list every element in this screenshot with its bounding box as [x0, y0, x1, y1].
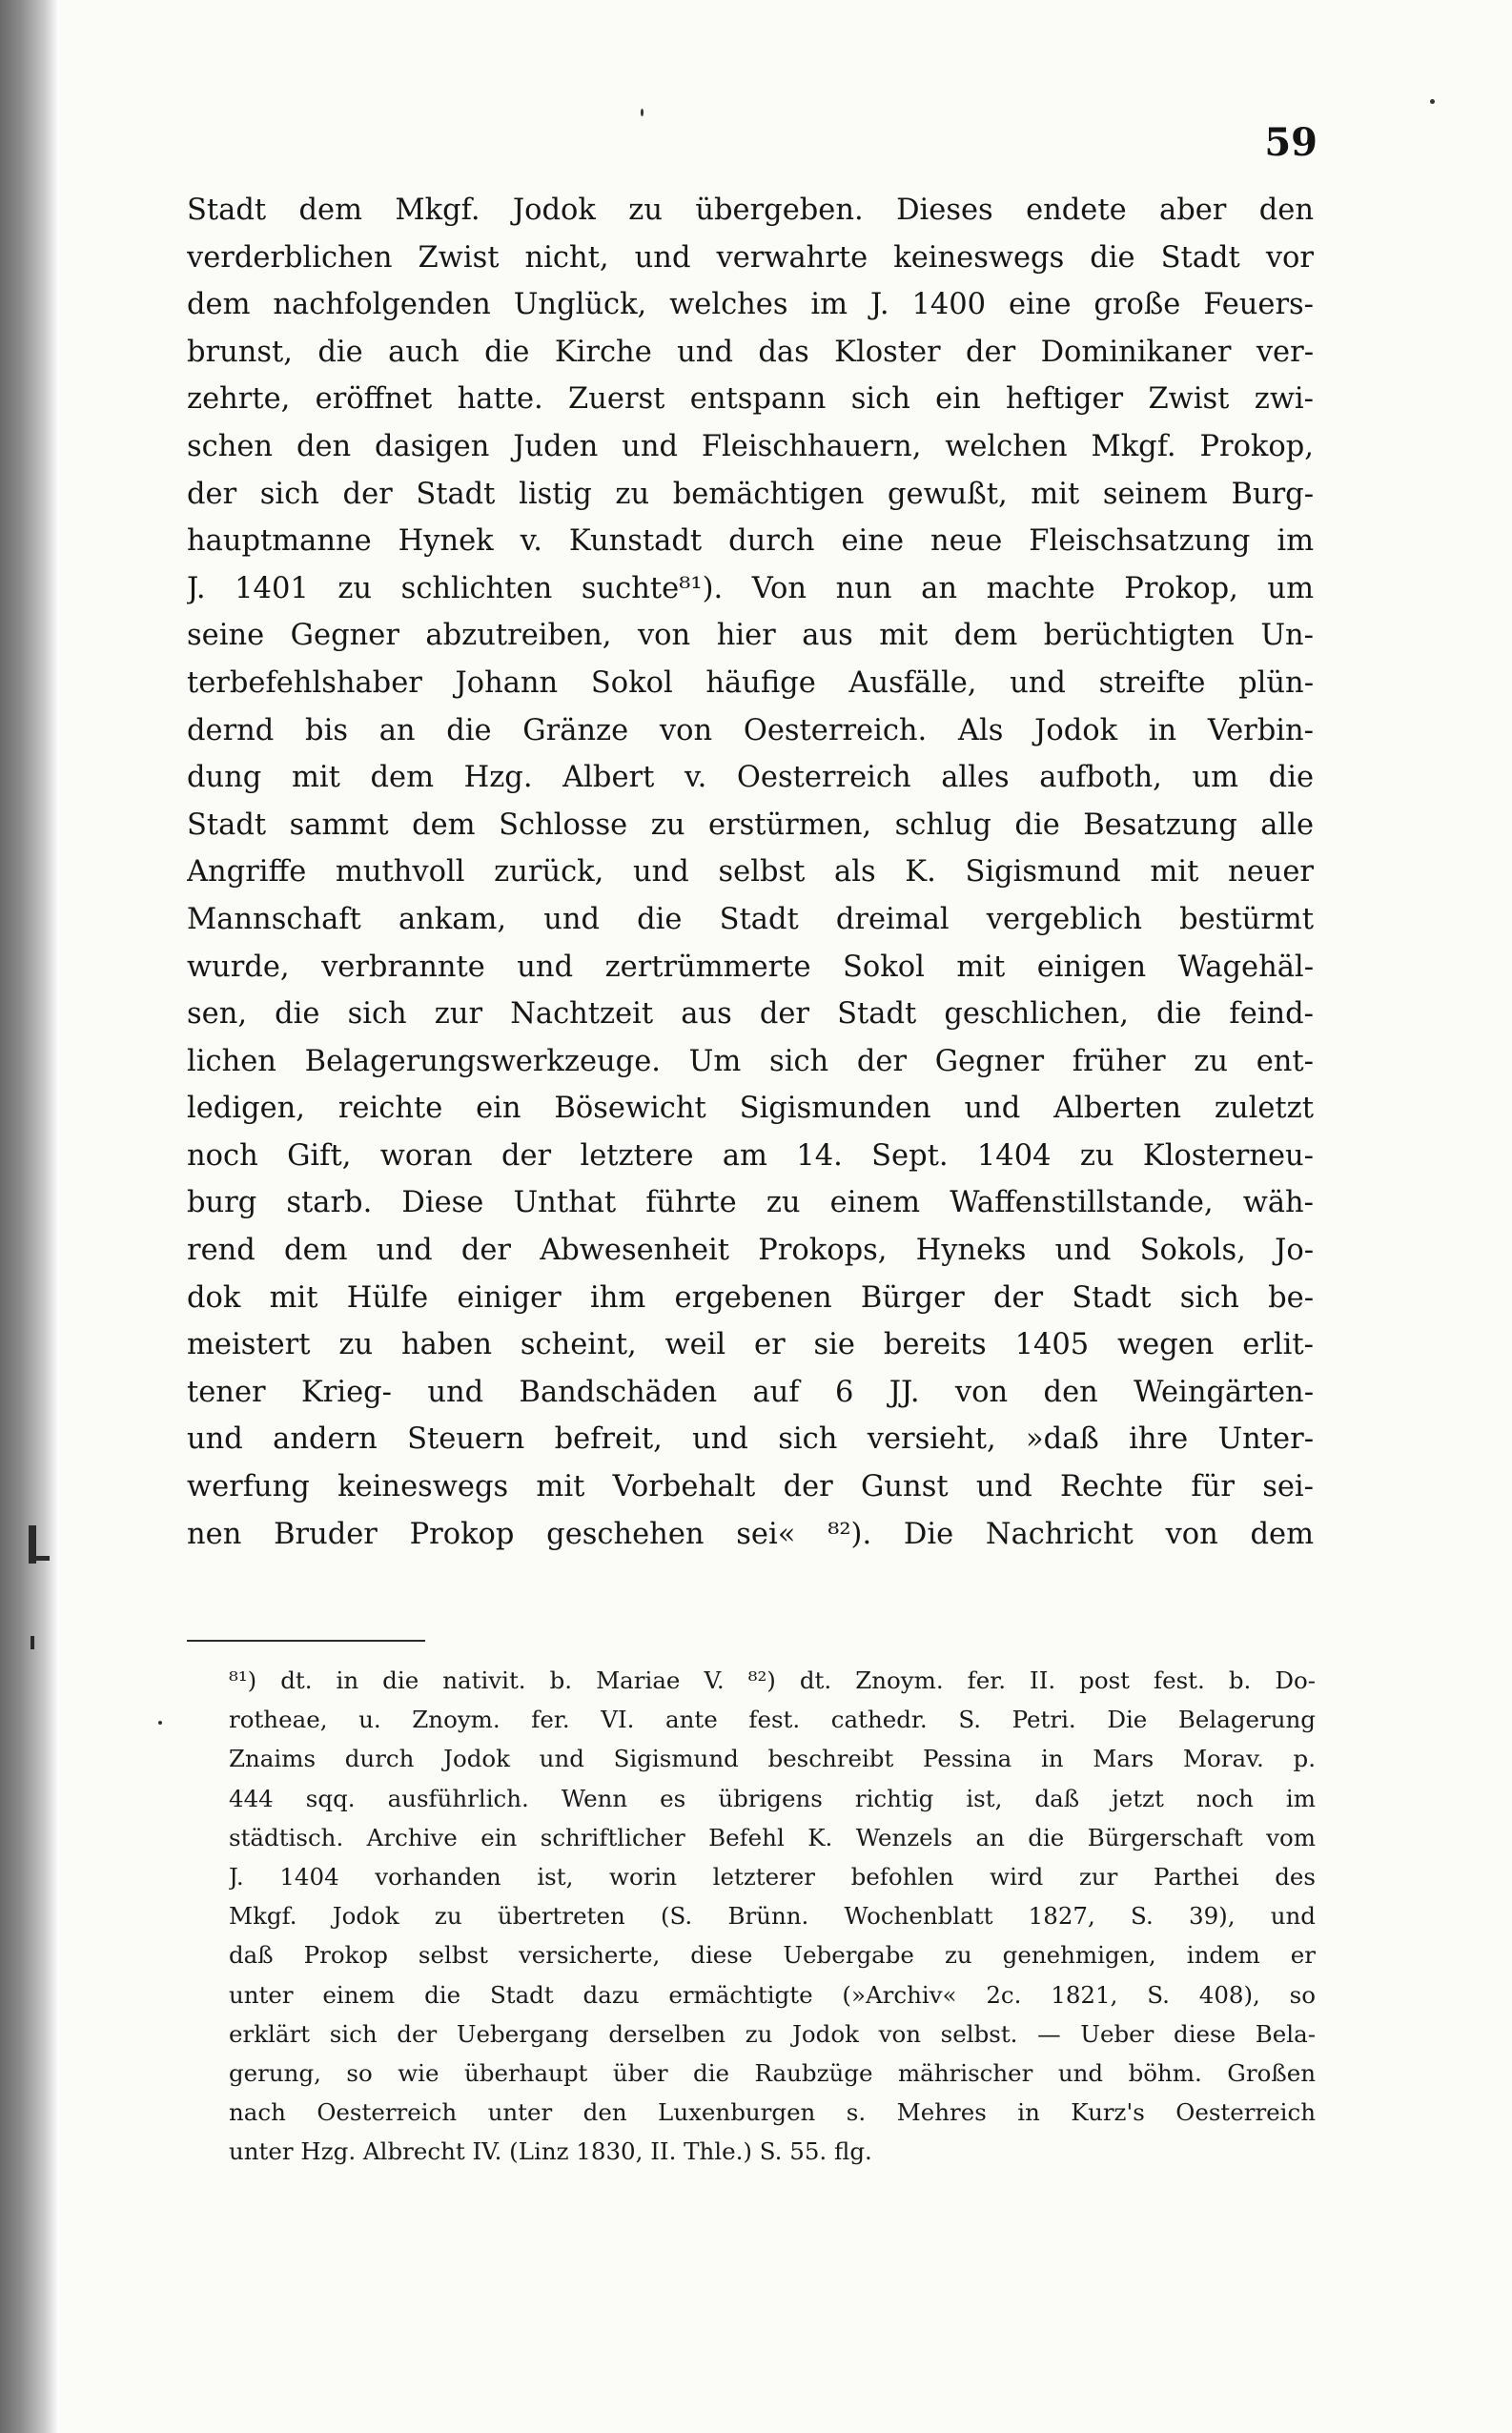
- margin-mark: [29, 1556, 50, 1561]
- text-line: brunst, die auch die Kirche und das Kloster der Dominikaner ver-: [187, 335, 1314, 369]
- footnote-line: 444 sqq. ausführlich. Wenn es übrigens richtig ist, daß jetzt noch im: [229, 1784, 1316, 1812]
- footnote-line: unter Hzg. Albrecht IV. (Linz 1830, II. Thle.) S. 55. flg.: [229, 2137, 872, 2166]
- text-line: verderblichen Zwist nicht, und verwahrte keineswegs die Stadt vor: [187, 240, 1314, 275]
- text-line: zehrte, eröffnet hatte. Zuerst entspann sich ein heftiger Zwist zwi-: [187, 382, 1314, 417]
- text-line: schen den dasigen Juden und Fleischhauern, welchen Mkgf. Prokop,: [187, 429, 1314, 463]
- text-line: dem nachfolgenden Unglück, welches im J. 1400 eine große Feuers-: [187, 288, 1314, 322]
- text-line: Angriffe muthvoll zurück, und selbst als K. Sigismund mit neuer: [187, 855, 1314, 889]
- text-line: werfung keineswegs mit Vorbehalt der Gunst und Rechte für sei-: [187, 1470, 1314, 1504]
- footnotes: [229, 1661, 1316, 2172]
- footnote-line: J. 1404 vorhanden ist, worin letzterer befohlen wird zur Parthei des: [229, 1863, 1316, 1891]
- margin-mark: [31, 1636, 34, 1649]
- main-text: [187, 187, 1314, 1558]
- footnote-line: gerung, so wie überhaupt über die Raubzüge mährischer und böhm. Großen: [229, 2059, 1316, 2088]
- text-line: der sich der Stadt listig zu bemächtigen gewußt, mit seinem Burg-: [187, 477, 1314, 511]
- footnote-line: unter einem die Stadt dazu ermächtigte (»Archiv« 2c. 1821, S. 408), so: [229, 1980, 1316, 2009]
- footnote-line: daß Prokop selbst versicherte, diese Uebergabe zu genehmigen, indem er: [229, 1941, 1316, 1970]
- text-line: ledigen, reichte ein Bösewicht Sigismunden und Alberten zuletzt: [187, 1092, 1314, 1126]
- footnote-line: städtisch. Archive ein schriftlicher Befehl K. Wenzels an die Bürgerschaft vom: [229, 1823, 1316, 1851]
- text-line: rend dem und der Abwesenheit Prokops, Hyneks und Sokols, Jo-: [187, 1234, 1314, 1268]
- text-line: wurde, verbrannte und zertrümmerte Sokol mit einigen Wagehäl-: [187, 950, 1314, 984]
- speck: [1430, 99, 1435, 104]
- footnote-line: nach Oesterreich unter den Luxenburgen s. Mehres in Kurz's Oesterreich: [229, 2098, 1316, 2127]
- footnote-line: rotheae, u. Znoym. fer. VI. ante fest. cathedr. S. Petri. Die Belagerung: [229, 1706, 1316, 1734]
- text-line: dung mit dem Hzg. Albert v. Oesterreich alles aufboth, um die: [187, 761, 1314, 795]
- text-line: tener Krieg- und Bandschäden auf 6 JJ. von den Weingärten-: [187, 1375, 1314, 1409]
- text-line: Stadt sammt dem Schlosse zu erstürmen, schlug die Besatzung alle: [187, 808, 1314, 842]
- text-line: noch Gift, woran der letztere am 14. Sept. 1404 zu Klosterneu-: [187, 1138, 1314, 1173]
- text-line: terbefehlshaber Johann Sokol häufige Ausfälle, und streifte plün-: [187, 665, 1314, 700]
- binding-shadow: [0, 0, 59, 2433]
- text-line: nen Bruder Prokop geschehen sei« ⁸²). Die Nachricht von dem: [187, 1517, 1314, 1551]
- footnote-rule: [187, 1640, 425, 1642]
- text-line: Mannschaft ankam, und die Stadt dreimal vergeblich bestürmt: [187, 902, 1314, 936]
- text-line: hauptmanne Hynek v. Kunstadt durch eine neue Fleischsatzung im: [187, 524, 1314, 559]
- text-line: burg starb. Diese Unthat führte zu einem Waffenstillstande, wäh-: [187, 1186, 1314, 1220]
- text-line: Stadt dem Mkgf. Jodok zu übergeben. Dieses endete aber den: [187, 194, 1314, 227]
- footnote-line: Znaims durch Jodok und Sigismund beschreibt Pessina in Mars Morav. p.: [229, 1745, 1316, 1773]
- page-number: 59: [1264, 120, 1318, 165]
- text-line: lichen Belagerungswerkzeuge. Um sich der Gegner früher zu ent-: [187, 1044, 1314, 1078]
- text-line: seine Gegner abzutreiben, von hier aus mit dem berüchtigten Un-: [187, 619, 1314, 653]
- footnote-line: erklärt sich der Uebergang derselben zu Jodok von selbst. — Ueber diese Bela-: [229, 2019, 1316, 2048]
- text-line: meistert zu haben scheint, weil er sie bereits 1405 wegen erlit-: [187, 1328, 1314, 1362]
- text-line: J. 1401 zu schlichten suchte⁸¹). Von nun an machte Prokop, um: [187, 571, 1314, 605]
- text-line: dernd bis an die Gränze von Oesterreich. Als Jodok in Verbin-: [187, 713, 1314, 747]
- speck: [641, 109, 644, 116]
- speck: [158, 1721, 162, 1725]
- footnote-line: Mkgf. Jodok zu übertreten (S. Brünn. Wochenblatt 1827, S. 39), und: [229, 1902, 1316, 1931]
- text-line: sen, die sich zur Nachtzeit aus der Stadt geschlichen, die feind-: [187, 997, 1314, 1032]
- text-line: und andern Steuern befreit, und sich versieht, »daß ihre Unter-: [187, 1422, 1314, 1457]
- footnote-line: ⁸¹) dt. in die nativit. b. Mariae V. ⁸²) dt. Znoym. fer. II. post fest. b. Do-: [229, 1666, 1316, 1694]
- text-line: dok mit Hülfe einiger ihm ergebenen Bürger der Stadt sich be-: [187, 1280, 1314, 1315]
